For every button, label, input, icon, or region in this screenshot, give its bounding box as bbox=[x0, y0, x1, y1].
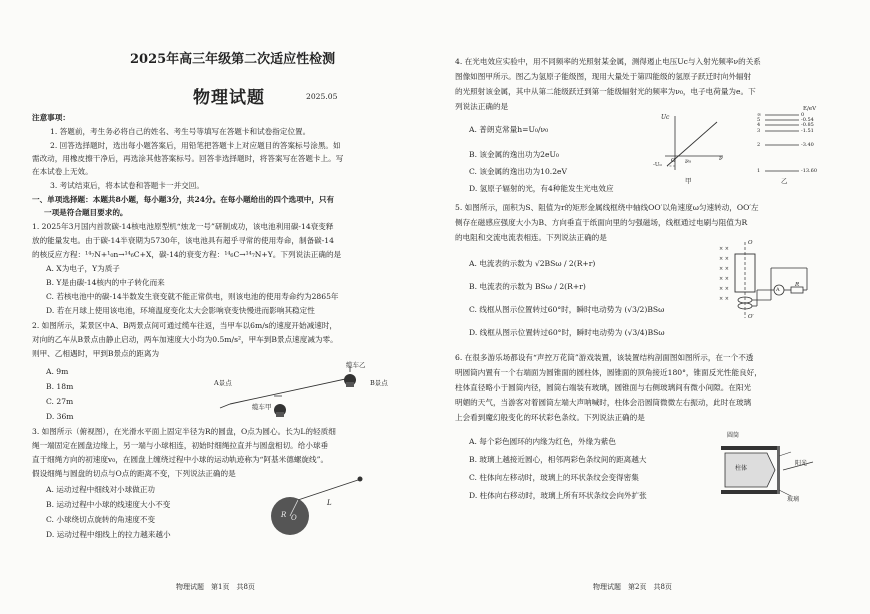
tube-wall-top bbox=[721, 446, 777, 450]
q4-option-d: D. 氢原子辐射的光，有4种能发生光电效应 bbox=[469, 184, 614, 193]
q1-stem: 1. 2025年3月国内首款碳-14核电池原型机“烛龙一号”研制成功，该电池利用碳-14衰变释 bbox=[32, 222, 334, 231]
q2-stem: 对向的乙车从B景点由静止启动，两车加速度大小均为0.5m/s²，甲车到B景点速度减为零。 bbox=[32, 335, 338, 344]
q3-stem: 直于细绳方向的初速度v₀，在圆盘上缠绕过程中小球的运动轨迹称为“阿基米德螺旋线”。 bbox=[32, 455, 329, 464]
q1-stem: 的核反应方程：¹⁴₇N+¹₀n→¹⁴₆C+X，碳-14的衰变方程：¹⁴₆C→¹⁴₇N+Y。下列说法正确的是 bbox=[32, 250, 342, 259]
fig-label-r: R bbox=[281, 511, 287, 519]
q5-option-b: B. 电流表的示数为 BSω / 2(R+r) bbox=[469, 282, 586, 291]
q3-option-b: B. 运动过程中小球的线速度大小不变 bbox=[46, 500, 171, 509]
section-heading: 一项是符合题目要求的。 bbox=[44, 208, 128, 217]
disk-figure bbox=[268, 470, 398, 542]
level-e: 0 bbox=[801, 112, 805, 118]
level-n: 1 bbox=[757, 168, 761, 174]
q3-stem: 3. 如图所示（俯视图），在光滑水平面上固定半径为R的圆盘，O点为圆心。长为L的轻质细 bbox=[32, 427, 336, 436]
level-e: -0.54 bbox=[801, 117, 814, 123]
q4-option-b: B. 该金属的逸出功为2eU₀ bbox=[469, 150, 559, 159]
q6-stem: 明媚的天气，当游客对着圆筒左端大声呐喊时，柱体会沿圆筒微微左右振动，此时在玻璃 bbox=[455, 398, 752, 407]
fig-label-car-yi: 缆车乙 bbox=[346, 361, 366, 369]
column-label: 柱体 bbox=[735, 465, 748, 472]
page-footer: 物理试题 第1页 共8页 bbox=[176, 583, 255, 591]
graph-label-origin: O bbox=[671, 158, 676, 164]
graph-label-nu0: ν₀ bbox=[685, 158, 692, 165]
q4-option-a: A. 普朗克常量h=U₀/ν₀ bbox=[469, 125, 549, 134]
page-footer: 物理试题 第2页 共8页 bbox=[593, 583, 672, 591]
q4-option-c: C. 该金属的逸出功为10.2eV bbox=[469, 167, 568, 176]
axis-label-o-prime: O′ bbox=[748, 314, 754, 320]
svg-text:× ×: × × bbox=[719, 296, 729, 302]
q3-option-a: A. 运动过程中细线对小球做正功 bbox=[46, 485, 156, 494]
axis-label-o: O bbox=[748, 240, 753, 246]
q5-option-a: A. 电流表的示数为 √2BSω / 2(R+r) bbox=[469, 259, 596, 268]
q4-stem: 的光照射该金属，其中从第二能级跃迁到第一能级辐射光的频率为ν₀，电子电荷量为e。下 bbox=[455, 87, 756, 96]
q2-option-a: A. 9m bbox=[46, 367, 69, 376]
level-n: 5 bbox=[757, 117, 761, 123]
q6-option-c: C. 柱体向左移动时，玻璃上的环状条纹会变得密集 bbox=[469, 473, 639, 482]
level-n: ∞ bbox=[757, 112, 762, 118]
svg-text:× ×: × × bbox=[719, 246, 729, 252]
graph-caption-yi: 乙 bbox=[781, 177, 788, 185]
q5-stem: 的电阻和交流电流表相连。下列说法正确的是 bbox=[455, 233, 607, 242]
note-line: 需改动，用橡皮擦干净后，再选涂其他答案标号。回答非选择题时，将答案写在答题卡上。写 bbox=[32, 154, 344, 163]
fig-label-car-jia: 缆车甲 bbox=[252, 403, 272, 411]
graph-label-nu: ν bbox=[719, 155, 723, 162]
ev-axis-label: E/eV bbox=[803, 106, 817, 112]
rope bbox=[298, 480, 358, 500]
svg-text:× ×: × × bbox=[719, 276, 729, 282]
graph-label-minus-u0: -U₀ bbox=[653, 162, 662, 168]
q2-option-d: D. 36m bbox=[46, 412, 74, 421]
note-line: 3. 考试结束后，将本试卷和答题卡一并交回。 bbox=[50, 181, 204, 190]
level-n: 3 bbox=[757, 128, 761, 134]
q6-option-d: D. 柱体向右移动时，玻璃上所有环状条纹会向外扩张 bbox=[469, 491, 647, 500]
note-line: 2. 回答选择题时，选出每小题答案后，用铅笔把答题卡上对应题目的答案标号涂黑。如 bbox=[50, 141, 341, 150]
q1-option-c: C. 若核电池中的碳-14半数发生衰变就不能正常供电，则该电池的使用寿命约为2865年 bbox=[46, 292, 339, 301]
ammeter-label: A bbox=[776, 287, 780, 293]
svg-text:× ×: × × bbox=[719, 256, 729, 262]
tube-wall-bottom bbox=[721, 490, 777, 494]
level-e: -1.51 bbox=[801, 128, 814, 134]
q1-option-b: B. Y是由碳-14核内的中子转化而来 bbox=[46, 278, 165, 287]
fig-label-b: B景点 bbox=[370, 379, 388, 387]
exam-page-2 bbox=[435, 0, 870, 614]
level-n: 2 bbox=[757, 142, 761, 148]
exam-date: 2025.05 bbox=[306, 92, 338, 101]
ball bbox=[358, 477, 363, 482]
q2-option-b: B. 18m bbox=[46, 382, 74, 391]
q1-option-a: A. X为电子，Y为质子 bbox=[46, 264, 120, 273]
exam-title: 2025年高三年级第二次适应性检测 bbox=[130, 52, 336, 67]
q4-stem: 列说法正确的是 bbox=[455, 102, 509, 111]
q3-option-d: D. 运动过程中细线上的拉力越来越小 bbox=[46, 530, 171, 539]
q5-option-c: C. 线框从图示位置转过60°时，瞬时电动势为 (√3/2)BSω bbox=[469, 305, 665, 314]
q5-stem: 侧存在磁感应强度大小为B、方向垂直于纸面向里的匀强磁场，线框通过电刷与阻值为R bbox=[455, 218, 748, 227]
graph-caption-jia: 甲 bbox=[685, 177, 692, 185]
q4-stem: 图像如图甲所示。图乙为氢原子能级图，现用大量处于第四能级的氢原子跃迁时向外辐射 bbox=[455, 72, 752, 81]
graph-label-uc: Uc bbox=[661, 114, 670, 121]
q6-stem: 柱体直径略小于圆筒内径，圆筒右端装有玻璃，圆锥面与右侧玻璃间有微小间隙。在阳光 bbox=[455, 383, 752, 392]
notes-heading: 注意事项： bbox=[32, 113, 70, 122]
q6-option-a: A. 每个彩色圆环的内缘为红色，外缘为紫色 bbox=[469, 437, 616, 446]
svg-text:× ×: × × bbox=[719, 266, 729, 272]
q2-option-c: C. 27m bbox=[46, 397, 74, 406]
generator-figure bbox=[717, 238, 817, 324]
sunlight-label: 阳光 bbox=[795, 460, 808, 467]
fig-label-a: A景点 bbox=[214, 379, 232, 387]
level-e: -13.60 bbox=[801, 168, 818, 174]
q2-stem: 则甲、乙相遇时，甲到B景点的距离为 bbox=[32, 349, 160, 358]
q6-stem: 上会看到魔幻般变化的环状彩色条纹。下列说法正确的是 bbox=[455, 413, 645, 422]
fig-label-o: O bbox=[291, 514, 297, 522]
glass-pane bbox=[777, 446, 780, 494]
q3-stem: 绳一端固定在圆盘边缘上，另一端与小球相连，初始时细绳拉直并与圆盘相切。给小球垂 bbox=[32, 441, 329, 450]
q1-option-d: D. 若在月球上使用该电池，环境温度变化太大会影响衰变快慢进而影响其稳定性 bbox=[46, 306, 315, 315]
note-line: 在本试卷上无效。 bbox=[32, 167, 93, 176]
q2-stem: 2. 如图所示，某景区中A、B两景点间可通过缆车往返，当甲车以6m/s的速度开始减速时， bbox=[32, 321, 337, 330]
q6-stem: 明圆筒内置有一个右端面为圆锥面的圆柱体，圆锥面的顶角接近180°，锥面反光性能良好， bbox=[455, 368, 762, 377]
section-heading: 一、单项选择题：本题共8小题，每小题3分，共24分。在每小题给出的四个选项中，只有 bbox=[32, 195, 335, 204]
exam-subject: 物理试题 bbox=[193, 88, 265, 108]
glass-label: 玻璃 bbox=[787, 496, 800, 503]
level-e: -3.40 bbox=[801, 142, 814, 148]
level-e: -0.85 bbox=[801, 122, 814, 128]
magnetic-field-crosses bbox=[719, 246, 729, 302]
svg-text:× ×: × × bbox=[719, 286, 729, 292]
fig-label-l: L bbox=[327, 499, 332, 507]
resistor-label: R bbox=[795, 282, 800, 288]
q5-option-d: D. 线框从图示位置转过60°时，瞬时电动势为 (√3/4)BSω bbox=[469, 328, 665, 337]
q1-stem: 放的能量发电。由于碳-14半衰期为5730年，该电池具有超乎寻常的使用寿命，制备碳-14 bbox=[32, 236, 334, 245]
q5-stem: 5. 如图所示，面积为S、阻值为r的矩形金属线框绕中轴线OO′以角速度ω匀速转动，OO′左 bbox=[455, 203, 759, 212]
cable-car-figure bbox=[200, 358, 400, 422]
q4-stem: 4. 在光电效应实验中，用不同频率的光照射某金属，测得遏止电压Uc与入射光频率ν的关系 bbox=[455, 57, 761, 66]
q3-option-c: C. 小球绕切点旋转的角速度不变 bbox=[46, 515, 156, 524]
level-n: 4 bbox=[757, 122, 761, 128]
q6-stem: 6. 在很多游乐场都设有“声控万花筒”游戏装置，该装置结构剖面图如图所示，在一个不透 bbox=[455, 353, 754, 362]
cone-column bbox=[725, 453, 775, 487]
note-line: 1. 答题前，考生务必将自己的姓名、考生号等填写在答题卡和试卷指定位置。 bbox=[50, 127, 311, 136]
q6-option-b: B. 玻璃上越接近圆心，相邻两彩色条纹间的距离越大 bbox=[469, 455, 647, 464]
q3-stem: 假设细绳与圆盘的切点与O点的距离不变，下列说法正确的是 bbox=[32, 469, 236, 478]
tube-label: 圆筒 bbox=[727, 432, 740, 439]
